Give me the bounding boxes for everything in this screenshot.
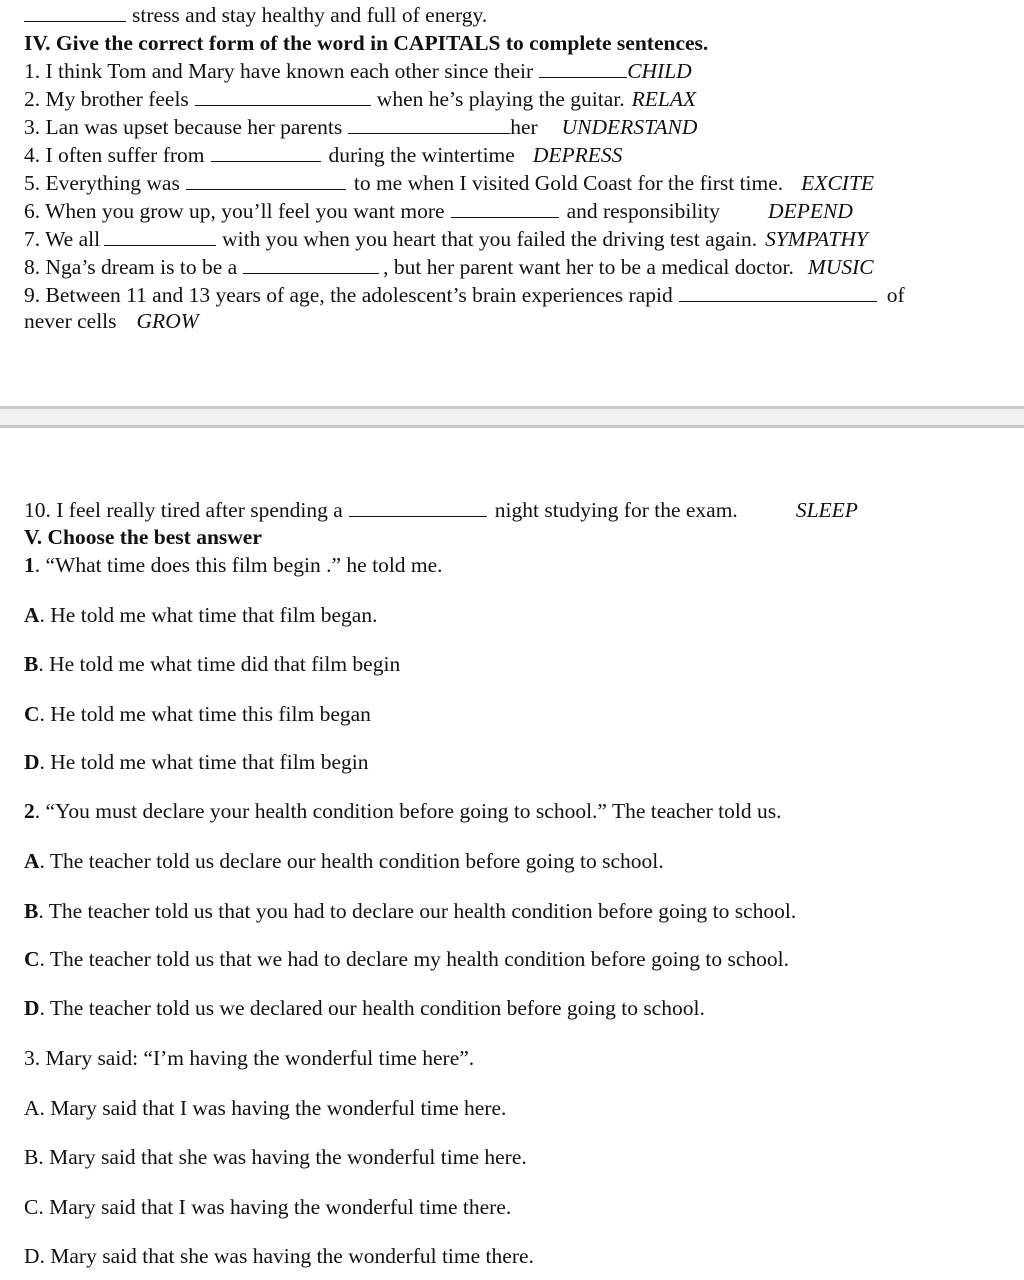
option-text: . The teacher told us that you had to declare our health condition before going to school. xyxy=(38,899,797,923)
answer-option[interactable] xyxy=(24,701,371,729)
option-letter: B xyxy=(24,652,39,676)
keyword: EXCITE xyxy=(801,171,875,195)
option-text: . The teacher told us declare our health condition before going to school. xyxy=(39,849,664,873)
option-letter: C xyxy=(24,947,40,971)
question-stem: . “You must declare your health condition before going to school.” The teacher told us. xyxy=(34,799,782,823)
item-text: 2. My brother feels xyxy=(24,87,189,111)
top-line-text: stress and stay healthy and full of energy. xyxy=(132,3,488,27)
item-text: 3. Lan was upset because her parents xyxy=(24,115,343,139)
exercise-item-8 xyxy=(24,254,874,282)
answer-blank[interactable] xyxy=(348,115,510,134)
option-text: . He told me what time did that film begin xyxy=(38,652,401,676)
item-text: 9. Between 11 and 13 years of age, the adolescent’s brain experiences rapid xyxy=(24,283,673,307)
answer-blank[interactable] xyxy=(24,3,126,22)
option-letter: B xyxy=(24,899,39,923)
exercise-item-1 xyxy=(24,58,692,86)
exercise-item-10 xyxy=(24,497,858,525)
answer-blank[interactable] xyxy=(243,255,379,274)
item-text-after: her xyxy=(510,115,538,139)
item-text: 6. When you grow up, you’ll feel you want more xyxy=(24,199,445,223)
exercise-item-7 xyxy=(24,226,868,254)
answer-blank[interactable] xyxy=(451,199,559,218)
question-3-stem: 3. Mary said: “I’m having the wonderful time here”. xyxy=(24,1046,475,1070)
item-text: 7. We all xyxy=(24,227,101,251)
question-2-stem xyxy=(24,798,782,826)
item-text-after: and responsibility xyxy=(566,199,721,223)
option-letter: A xyxy=(24,603,40,627)
item-text: 8. Nga’s dream is to be a xyxy=(24,255,238,279)
item-text-after: with you when you heart that you failed the driving test again. xyxy=(222,227,758,251)
answer-blank[interactable] xyxy=(104,227,216,246)
exercise-item-2 xyxy=(24,86,696,114)
answer-blank[interactable] xyxy=(539,59,627,78)
answer-option[interactable] xyxy=(24,602,377,630)
answer-option[interactable] xyxy=(24,946,789,974)
item-text-after: during the wintertime xyxy=(328,143,515,167)
item-text-after: night studying for the exam. xyxy=(494,498,738,522)
item-text: 4. I often suffer from xyxy=(24,143,205,167)
section-iv-heading: IV. Give the correct form of the word in CAPITALS to complete sentences. xyxy=(24,31,709,55)
answer-option[interactable] xyxy=(24,651,400,679)
item-text-after: when he’s playing the guitar. xyxy=(376,87,625,111)
answer-blank[interactable] xyxy=(349,498,487,517)
item-text-after: of xyxy=(886,283,905,307)
question-stem: . “What time does this film begin .” he told me. xyxy=(34,553,443,577)
question-1-stem xyxy=(24,552,443,580)
keyword: GROW xyxy=(136,309,199,333)
item-text: 1. I think Tom and Mary have known each other since their xyxy=(24,59,534,83)
top-continuation-line xyxy=(24,2,487,30)
answer-option[interactable]: D. Mary said that she was having the wonderful time there. xyxy=(24,1244,534,1268)
option-letter: A xyxy=(24,849,40,873)
answer-option[interactable]: C. Mary said that I was having the wonderful time there. xyxy=(24,1195,512,1219)
answer-blank[interactable] xyxy=(195,87,371,106)
item-text-after: to me when I visited Gold Coast for the first time. xyxy=(353,171,784,195)
item-text: 5. Everything was xyxy=(24,171,180,195)
answer-blank[interactable] xyxy=(186,171,346,190)
item-text-after: , but her parent want her to be a medical doctor. xyxy=(383,255,794,279)
answer-option[interactable]: A. Mary said that I was having the wonderful time here. xyxy=(24,1096,507,1120)
option-letter: D xyxy=(24,750,40,774)
answer-option[interactable] xyxy=(24,898,796,926)
option-text: . The teacher told us that we had to declare my health condition before going to school. xyxy=(39,947,790,971)
keyword: MUSIC xyxy=(807,255,874,279)
item-text-continued: never cells xyxy=(24,309,117,333)
exercise-item-6 xyxy=(24,198,853,226)
answer-option[interactable] xyxy=(24,848,664,876)
exercise-item-4 xyxy=(24,142,622,170)
question-number: 1 xyxy=(24,553,35,577)
item-text: 10. I feel really tired after spending a xyxy=(24,498,343,522)
answer-option[interactable] xyxy=(24,995,705,1023)
answer-option[interactable] xyxy=(24,749,369,777)
option-text: . The teacher told us we declared our health condition before going to school. xyxy=(39,996,705,1020)
section-v-heading: V. Choose the best answer xyxy=(24,525,262,549)
exercise-item-9-continued xyxy=(24,308,199,336)
keyword: DEPRESS xyxy=(532,143,623,167)
exercise-item-9 xyxy=(24,282,905,310)
keyword: SLEEP xyxy=(795,498,858,522)
exercise-item-5 xyxy=(24,170,874,198)
answer-blank[interactable] xyxy=(211,143,321,162)
answer-blank[interactable] xyxy=(679,283,877,302)
option-text: . He told me what time this film began xyxy=(39,702,371,726)
keyword: SYMPATHY xyxy=(765,227,868,251)
answer-option[interactable]: B. Mary said that she was having the wonderful time here. xyxy=(24,1145,527,1169)
exercise-item-3 xyxy=(24,114,697,142)
option-letter: C xyxy=(24,702,40,726)
question-number: 2 xyxy=(24,799,35,823)
keyword: RELAX xyxy=(631,87,697,111)
keyword: UNDERSTAND xyxy=(561,115,698,139)
option-text: . He told me what time that film began. xyxy=(39,603,378,627)
option-letter: D xyxy=(24,996,40,1020)
page-divider xyxy=(0,406,1024,428)
keyword: CHILD xyxy=(627,59,692,83)
keyword: DEPEND xyxy=(768,199,853,223)
option-text: . He told me what time that film begin xyxy=(39,750,369,774)
